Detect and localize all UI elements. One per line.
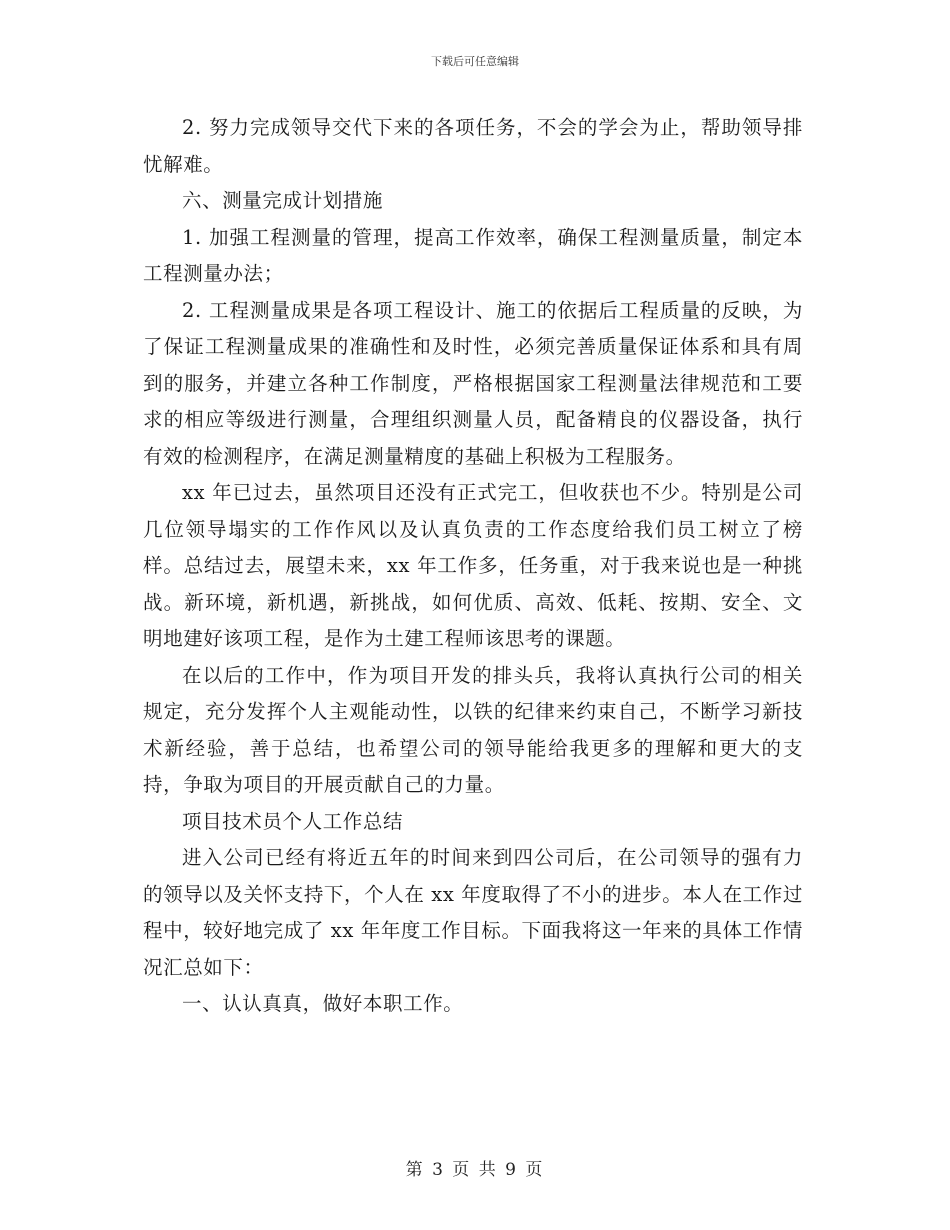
paragraph: 进入公司已经有将近五年的时间来到四公司后，在公司领导的强有力的领导以及关怀支持下，个人在 xx 年度取得了不小的进步。本人在工作过程中，较好地完成了 xx 年年度工作目标。下面我将这一年来的具体工作情况汇总如下： <box>143 846 803 979</box>
paragraph: 2. 努力完成领导交代下来的各项任务，不会的学会为止，帮助领导排忧解难。 <box>143 116 803 176</box>
paragraph: 2. 工程测量成果是各项工程设计、施工的依据后工程质量的反映，为了保证工程测量成果的准确性和及时性，必须完善质量保证体系和具有周到的服务，并建立各种工作制度，严格根据国家工程测量法律规范和工要求的相应等级进行测量，合理组织测量人员，配备精良的仪器设备，执行有效的检测程序，在满足测量精度的基础上积极为工程服务。 <box>143 298 803 468</box>
paragraph: xx 年已过去，虽然项目还没有正式完工，但收获也不少。特别是公司几位领导塌实的工作作风以及认真负责的工作态度给我们员工树立了榜样。总结过去，展望未来，xx 年工作多，任务重，对于我来说也是一种挑战。新环境，新机遇，新挑战，如何优质、高效、低耗、按期、安全、文明地建好该项工程，是作为土建工程师该思考的课题。 <box>143 481 803 650</box>
section-heading: 六、测量完成计划措施 <box>182 189 384 212</box>
section-heading: 一、认认真真，做好本职工作。 <box>182 992 464 1015</box>
paragraph: 1. 加强工程测量的管理，提高工作效率，确保工程测量质量，制定本工程测量办法； <box>143 225 803 285</box>
header-note: 下载后可任意编辑 <box>431 55 519 68</box>
section-heading: 项目技术员个人工作总结 <box>182 809 404 833</box>
document-body <box>143 110 803 1023</box>
paragraph: 在以后的工作中，作为项目开发的排头兵，我将认真执行公司的相关规定，充分发挥个人主观能动性，以铁的纪律来约束自己，不断学习新技术新经验，善于总结，也希望公司的领导能给我更多的理解和更大的支持，争取为项目的开展贡献自己的力量。 <box>143 663 803 796</box>
page-number: 第 3 页 共 9 页 <box>405 1160 545 1180</box>
